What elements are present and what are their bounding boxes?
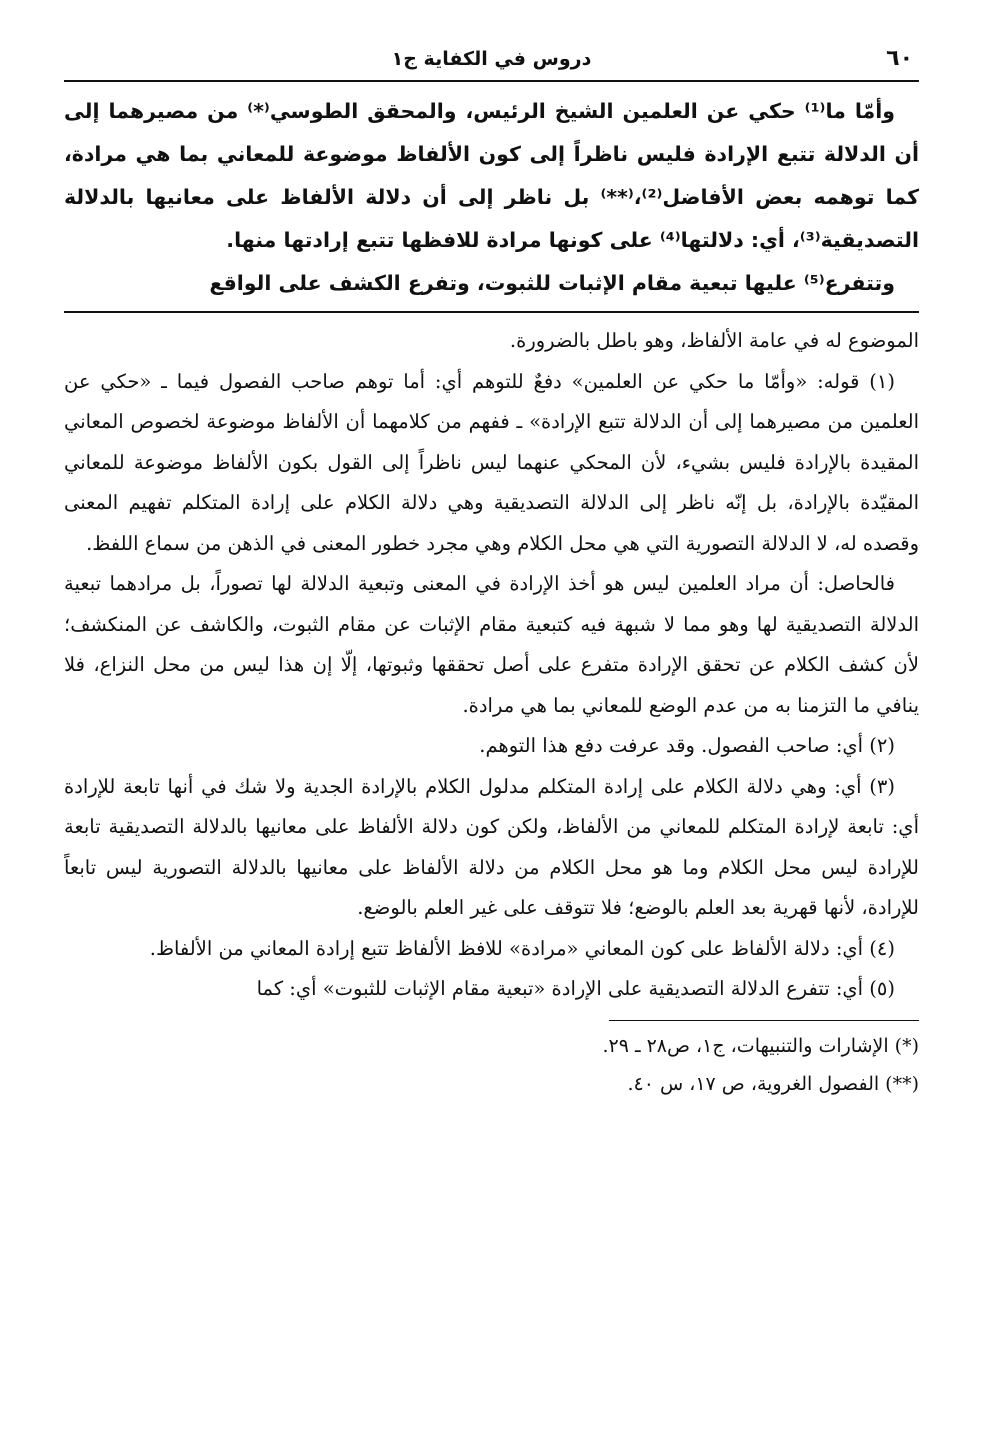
page-header [64, 40, 919, 82]
commentary-notes [64, 321, 919, 1010]
running-title: دروس في الكفاية ج١ [391, 48, 592, 70]
reference-2: (**) الفصول الغروية، ص ١٧، س ٤٠. [627, 1072, 919, 1095]
reference-1: (*) الإشارات والتنبيهات، ج١، ص٢٨ ـ ٢٩. [602, 1034, 919, 1057]
note-3: (٣) أي: وهي دلالة الكلام على إرادة المتكلم مدلول الكلام بالإرادة الجدية ولا شك في أنها تابعة للإرادة أي: تابعة لإرادة المتكلم للمعاني من الألفاظ، ولكن كون دلالة الألفاظ على معانيها بالدلالة التصديقية تابعة للإرادة ليس محل الكلام وما هو محل الكلام من دلالة الألفاظ على معانيها بالدلالة التصورية ليس تابعاً للإرادة، لأنها قهرية بعد العلم بالوضع؛ فلا تتوقف على غير العلم بالوضع. [64, 774, 919, 919]
references [64, 1027, 919, 1103]
note-1-summary: فالحاصل: أن مراد العلمين ليس هو أخذ الإرادة في المعنى وتبعية الدلالة لها تصوراً، بل مرادهما تبعية الدلالة التصديقية لها وهو مما لا شبهة فيه كتبعية مقام الإثبات عن مقام الثبوت، والكاشف عن المنكشف؛ لأن كشف الكلام عن تحقق الإرادة متفرع على أصل تحققها وثبوتها، إلّا إن هذا ليس من محل النزاع، فلا ينافي ما التزمنا به من عدم الوضع للمعاني بما هي مرادة. [64, 572, 919, 717]
main-paragraph: وأمّا ما⁽¹⁾ حكي عن العلمين الشيخ الرئيس، والمحقق الطوسي⁽*⁾ من مصيرهما إلى أن الدلالة تتبع الإرادة فليس ناظراً إلى كون الألفاظ موضوعة للمعاني بما هي مرادة، كما توهمه بعض الأفاضل⁽²⁾،⁽**⁾ بل ناظر إلى أن دلالة الألفاظ على معانيها بالدلالة التصديقية⁽³⁾، أي: دلالتها⁽⁴⁾ على كونها مرادة للافظها تتبع إرادتها منها. [64, 99, 919, 252]
page [64, 40, 919, 1434]
text-divider [64, 311, 919, 313]
main-paragraph: وتتفرع⁽⁵⁾ عليها تبعية مقام الإثبات للثبوت، وتفرع الكشف على الواقع [209, 271, 895, 295]
note-4: (٤) أي: دلالة الألفاظ على كون المعاني «مرادة» للافظ الألفاظ تتبع إرادة المعاني من الألفاظ. [149, 936, 895, 960]
note-5: (٥) أي: تتفرع الدلالة التصديقية على الإرادة «تبعية مقام الإثبات للثبوت» أي: كما [256, 977, 895, 1000]
note-1: (١) قوله: «وأمّا ما حكي عن العلمين» دفعٌ للتوهم أي: أما توهم صاحب الفصول فيما ـ «حكي عن العلمين من مصيرهما إلى أن الدلالة تتبع الإرادة» ـ ففهم من كلامهما أن الألفاظ موضوعة لخصوص المعاني المقيدة بالإرادة فليس بشيء، لأن المحكي عنهما ليس ناظراً إلى القول بكون الألفاظ موضوعة للمعاني المقيّدة بالإرادة، بل إنّه ناظر إلى الدلالة التصديقية وهي دلالة الكلام على إرادة المتكلم تفهيم المعنى وقصده له، لا الدلالة التصورية التي هي محل الكلام وهي مجرد خطور المعنى في الذهن من سماع اللفظ. [64, 369, 919, 555]
note-continuation: الموضوع له في عامة الألفاظ، وهو باطل بالضرورة. [509, 329, 919, 352]
page-number: ٦٠ [886, 46, 913, 71]
references-divider [609, 1020, 919, 1021]
note-2: (٢) أي: صاحب الفصول. وقد عرفت دفع هذا التوهم. [479, 734, 895, 757]
main-text [64, 90, 919, 305]
